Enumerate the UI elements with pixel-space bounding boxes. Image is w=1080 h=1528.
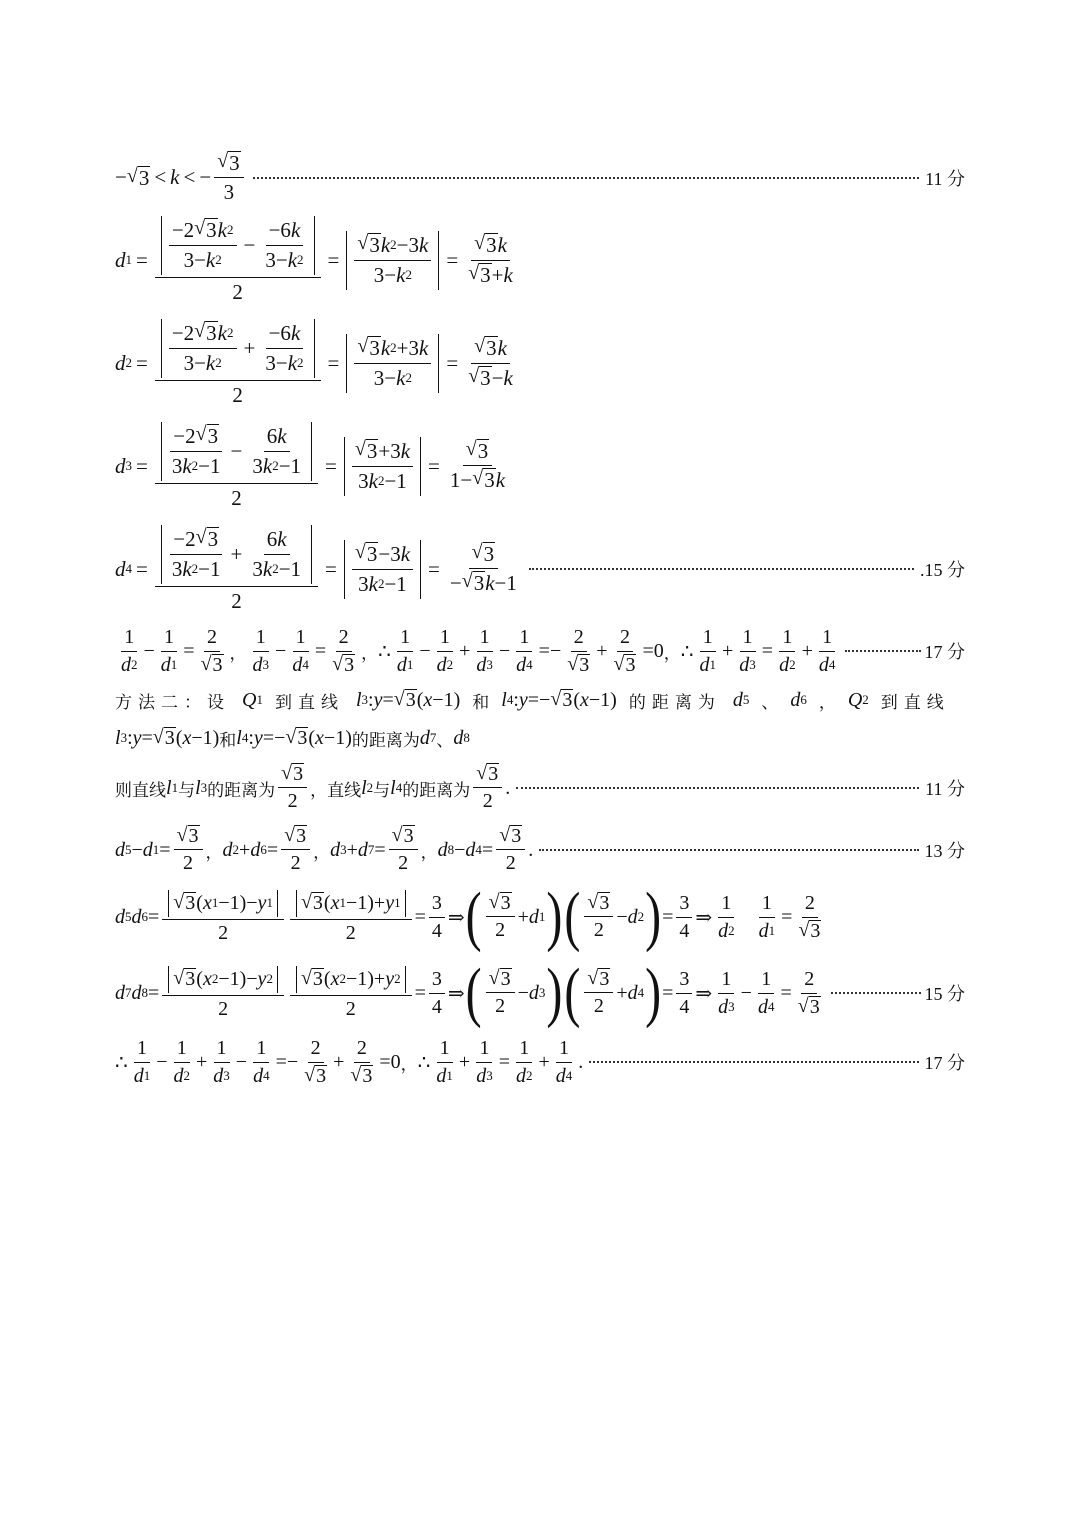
d5d6-expression: d 5 d 6 = √ 3 ( x 1 −1)− y 1 2 √ 3 ( x 1 −1)+ y 1 2 = $\frac{3}{4}$ ⇒ ( √ 3 2 + d 1 ) ( √ 3 2 − d 2 ) = $\frac{3}{4}$ ⇒ 1 d 2 1 d 1 = 2 √ 3 bbox=[115, 879, 821, 954]
d3-expression: d 3 = −2 √ 3 3 k 2 −1 − 6 k 3 k 2 −1 2 = √ 3 +3 k 3 k 2 −1 = √ 3 1− √ 3 k bbox=[115, 423, 506, 510]
line-d3 bbox=[115, 416, 965, 516]
line-d1 bbox=[115, 210, 965, 310]
parallel-distance-text: 则直线 l 1 与 l 3 的距离为 √ 3 2 ，直线 l 2 与 l 4 的距离为 √ 3 2 . bbox=[115, 762, 511, 812]
d7d8-expression: d 7 d 8 = √ 3 ( x 2 −1)− y 2 2 √ 3 ( x 2 −1)+ y 2 2 = $\frac{3}{4}$ ⇒ ( √ 3 2 − d 3 ) ( √ 3 2 + d 4 ) = $\frac{3}{4}$ ⇒ 1 d 3 − 1 d 4 = 2 √ 3 bbox=[115, 955, 820, 1030]
score-label: 17 分 bbox=[924, 642, 965, 662]
line-distance-differences bbox=[115, 822, 965, 878]
score-label: 15 分 bbox=[924, 984, 965, 1004]
score-label: 11 分 bbox=[925, 779, 965, 799]
line-reciprocal-sum bbox=[115, 622, 965, 680]
method2-text-cont: l 3 : y = √ 3 ( x −1) 和 l 4 : y =− √ 3 ( x −1) 的距离为 d 7 、 d 8 bbox=[115, 726, 470, 751]
distance-differences: d 5 − d 1 = √ 3 2 ， d 2 + d 6 = √ 3 2 ， d 3 + d 7 = √ 3 2 ， d 8 − d 4 = √ 3 2 . bbox=[115, 824, 534, 874]
score-label: .15 分 bbox=[920, 560, 965, 580]
line-d7d8 bbox=[115, 955, 965, 1031]
line-d4 bbox=[115, 519, 965, 619]
line-final-conclusion bbox=[115, 1033, 965, 1091]
d4-expression: d 4 = −2 √ 3 3 k 2 −1 + 6 k 3 k 2 −1 2 = √ 3 −3 k 3 k 2 −1 = √ 3 − √ 3 k −1 bbox=[115, 526, 517, 613]
reciprocal-expression: 1 d 2 − 1 d 1 = 2 √ 3 ， 1 d 3 − 1 d 4 = 2 √ 3 ， ∴ 1 d 1 − 1 d 2 + 1 d 3 − 1 d 4 =− 2 √ 3 + 2 √ 3 = 0 ， ∴ 1 d 1 + 1 d 3 = 1 d 2 + 1 d 4 bbox=[121, 625, 836, 676]
line-parallel-distance bbox=[115, 760, 965, 816]
dot-leader bbox=[845, 650, 920, 652]
final-conclusion: ∴ 1 d 1 − 1 d 2 + 1 d 3 − 1 d 4 =− 2 √ 3 + 2 √ 3 = 0 ， ∴ 1 d 1 + 1 d 3 = 1 d 2 + 1 d 4 . bbox=[115, 1036, 584, 1087]
score-label: 11 分 bbox=[925, 169, 965, 189]
dot-leader bbox=[253, 177, 919, 179]
line-d2 bbox=[115, 313, 965, 413]
line-method2-b bbox=[115, 722, 965, 754]
method2-text: 方法二：设 Q 1 到直线 l 3 : y = √ 3 ( x −1) 和 l 4 : y =− √ 3 ( x −1) 的距离为 d 5 、 d 6 ， Q 2 到直线 bbox=[115, 688, 950, 713]
line-d5d6 bbox=[115, 880, 965, 954]
line-method2-a bbox=[115, 684, 965, 716]
score-label: 13 分 bbox=[924, 841, 965, 861]
dot-leader bbox=[589, 1061, 918, 1063]
k-range-expression: − √ 3 < k < − √ 3 3 bbox=[115, 151, 247, 204]
dot-leader bbox=[831, 992, 921, 994]
line-k-range bbox=[115, 150, 965, 206]
dot-leader bbox=[529, 568, 914, 570]
d2-expression: d 2 = −2 √ 3 k 2 3− k 2 + −6 k 3− k 2 2 = √ 3 k 2 +3 k 3− k 2 = √ 3 k √ 3 − k bbox=[115, 320, 513, 407]
score-label: 17 分 bbox=[924, 1053, 965, 1073]
dot-leader bbox=[539, 849, 918, 851]
dot-leader bbox=[516, 787, 919, 789]
d1-expression: d 1 = −2 √ 3 k 2 3− k 2 − −6 k 3− k 2 2 = √ 3 k 2 −3 k 3− k 2 = √ 3 k √ 3 + k bbox=[115, 217, 513, 304]
